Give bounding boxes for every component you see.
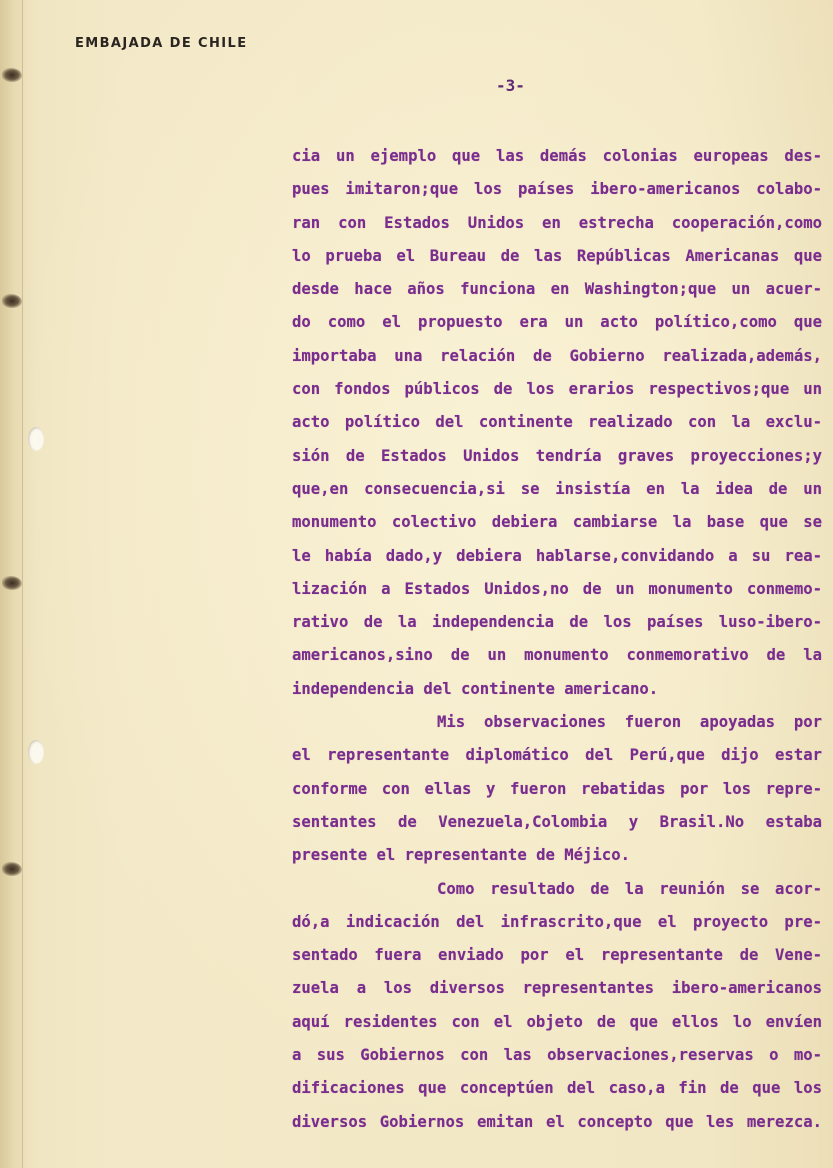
text-line: lo prueba el Bureau de las Repúblicas Americanas que (292, 246, 822, 265)
text-line: presente el representante de Méjico. (292, 846, 630, 865)
text-line: sentantes de Venezuela,Colombia y Brasil.No estaba (292, 812, 822, 831)
text-line: diversos Gobiernos emitan el concepto que les merezca. (292, 1112, 822, 1131)
text-line: cia un ejemplo que las demás colonias europeas des- (292, 147, 822, 165)
typewritten-body (292, 140, 822, 1139)
text-line: aquí residentes con el objeto de que ellos lo envíen (292, 1012, 822, 1031)
text-line: acto político del continente realizado con la exclu- (292, 413, 822, 432)
text-line: ran con Estados Unidos en estrecha cooperación,como (292, 213, 822, 232)
text-line: a sus Gobiernos con las observaciones,reservas o mo- (292, 1046, 822, 1065)
text-line: monumento colectivo debiera cambiarse la base que se (292, 513, 822, 532)
text-line: Como resultado de la reunión se acor- (437, 879, 822, 898)
text-line: pues imitaron;que los países ibero-americanos colabo- (292, 180, 822, 199)
letterhead: EMBAJADA DE CHILE (75, 36, 248, 51)
text-line: do como el propuesto era un acto político,como que (292, 313, 822, 332)
text-line: conforme con ellas y fueron rebatidas por los repre- (292, 779, 822, 798)
punch-hole (28, 740, 44, 764)
text-line: dó,a indicación del infrascrito,que el proyecto pre- (292, 912, 822, 931)
text-line: sentado fuera enviado por el representante de Vene- (292, 946, 822, 965)
text-line: el representante diplomático del Perú,que dijo estar (292, 746, 822, 765)
text-line: con fondos públicos de los erarios respectivos;que un (292, 380, 822, 399)
text-line: desde hace años funciona en Washington;que un acuer- (292, 280, 822, 299)
page-number: -3- (496, 76, 525, 95)
binding-hole-mark (2, 294, 22, 308)
text-line: importaba una relación de Gobierno realizada,además, (292, 346, 822, 365)
text-line: rativo de la independencia de los países luso-ibero- (292, 613, 822, 632)
binding-hole-mark (2, 576, 22, 590)
text-line: dificaciones que conceptúen del caso,a fin de que los (292, 1079, 822, 1098)
binding-hole-mark (2, 862, 22, 876)
text-line: independencia del continente americano. (292, 679, 659, 698)
binding-fold-line (22, 0, 23, 1168)
text-line: lización a Estados Unidos,no de un monumento conmemo- (292, 579, 822, 598)
text-line: zuela a los diversos representantes ibero-americanos (292, 979, 822, 998)
text-line: sión de Estados Unidos tendría graves proyecciones;y (292, 446, 822, 465)
text-line: le había dado,y debiera hablarse,convidando a su rea- (292, 546, 822, 565)
text-line: que,en consecuencia,si se insistía en la idea de un (292, 479, 822, 498)
text-line: Mis observaciones fueron apoyadas por (437, 713, 822, 732)
text-line: americanos,sino de un monumento conmemorativo de la (292, 646, 822, 665)
punch-hole (28, 427, 44, 451)
binding-hole-mark (2, 68, 22, 82)
